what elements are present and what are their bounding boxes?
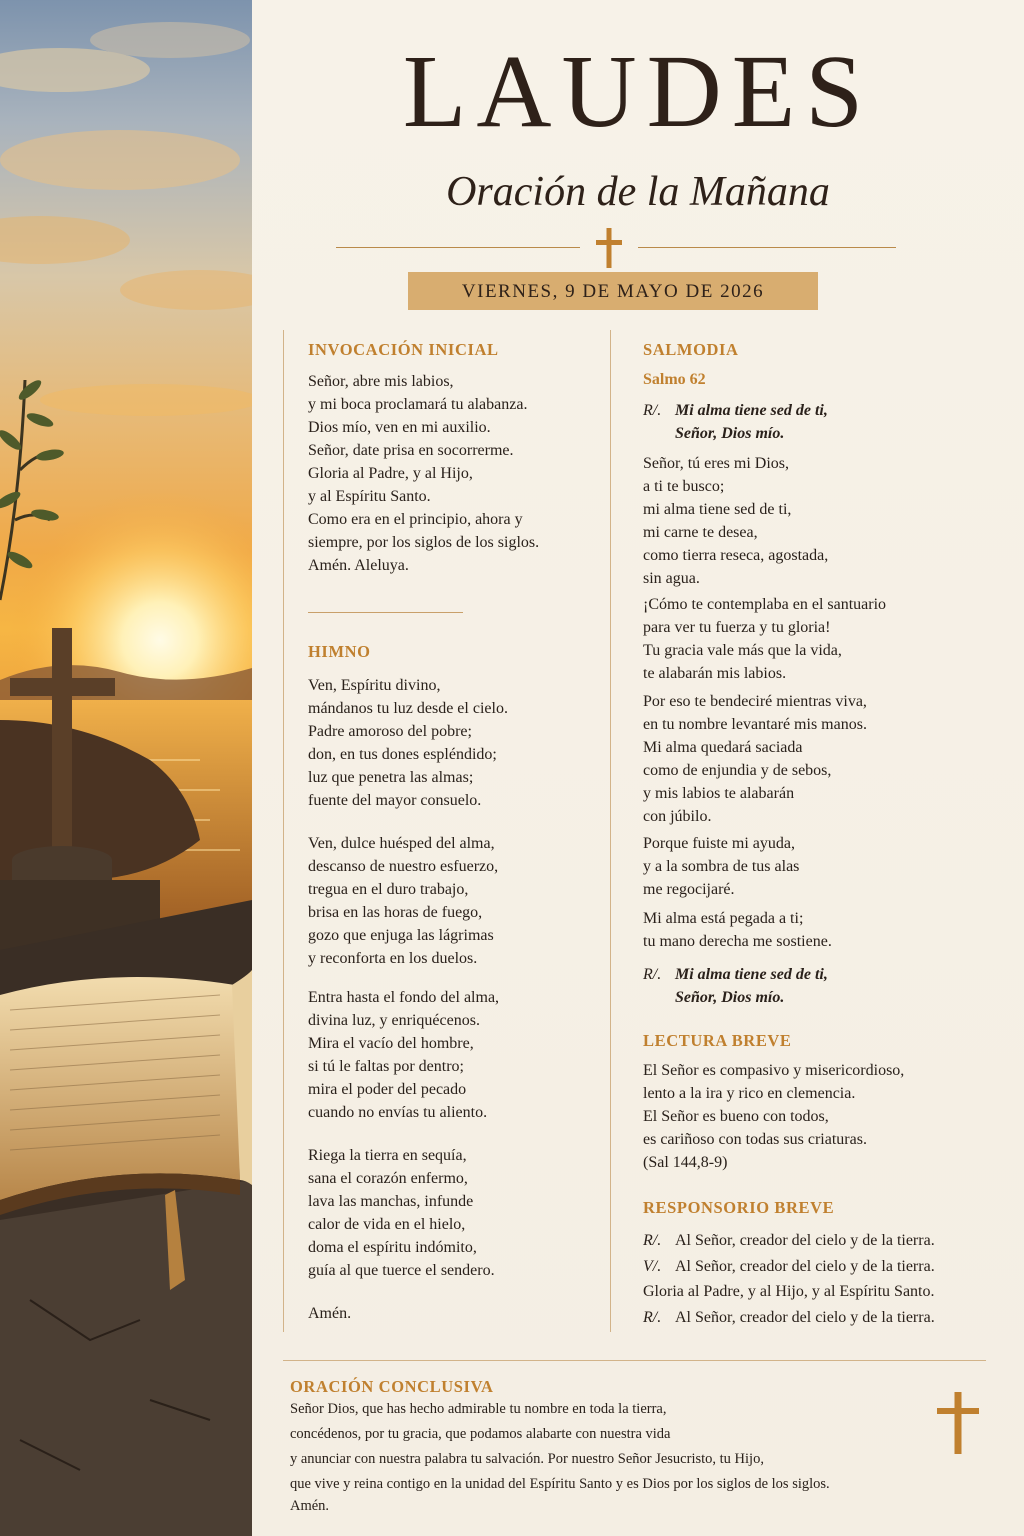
verse-line: y mi boca proclamará tu alabanza. — [308, 396, 528, 413]
verse-line: Tu gracia vale más que la vida, — [643, 642, 842, 659]
salmo-stanza-4 — [643, 832, 799, 901]
verse-line: tregua en el duro trabajo, — [308, 881, 469, 898]
invocacion-text — [308, 370, 539, 577]
salmo-stanza-2 — [643, 593, 886, 685]
verse-line: Ven, Espíritu divino, — [308, 677, 441, 694]
cross-icon — [935, 1392, 981, 1454]
verse-line: fuente del mayor consuelo. — [308, 792, 482, 809]
verse-line: Amén. Aleluya. — [308, 557, 409, 574]
verse-line: Padre amoroso del pobre; — [308, 723, 472, 740]
verse-line: es cariñoso con todas sus criaturas. — [643, 1131, 867, 1148]
lectura-text — [643, 1059, 904, 1174]
verse-line: y reconforta en los duelos. — [308, 950, 478, 967]
antiphon-opening — [643, 399, 828, 445]
header-rule-left — [336, 247, 580, 248]
conclusiva-text — [290, 1398, 830, 1517]
verse-line: y a la sombra de tus alas — [643, 858, 800, 875]
verse-line: Señor, tú eres mi Dios, — [643, 455, 790, 472]
scene-illustration — [0, 0, 252, 1536]
verse-line: Riega la tierra en sequía, — [308, 1147, 467, 1164]
short-divider — [308, 612, 463, 613]
salmo-stanza-5 — [643, 907, 832, 953]
verse-line: brisa en las horas de fuego, — [308, 904, 483, 921]
verse-line: mira el poder del pecado — [308, 1081, 467, 1098]
header-rule-right — [638, 247, 896, 248]
verse-line: lava las manchas, infunde — [308, 1193, 474, 1210]
verse-line: te alabarán mis labios. — [643, 665, 787, 682]
verse-line: como tierra reseca, agostada, — [643, 547, 829, 564]
salmo-stanza-3 — [643, 690, 867, 828]
responsorio-text — [643, 1228, 935, 1330]
verse-line: Mi alma quedará saciada — [643, 739, 803, 756]
verse-line: Entra hasta el fondo del alma, — [308, 989, 500, 1006]
verse-line: lento a la ira y rico en clemencia. — [643, 1085, 856, 1102]
verse-line: si tú le faltas por dentro; — [308, 1058, 464, 1075]
verse-line: cuando no envías tu aliento. — [308, 1104, 488, 1121]
verse-line: Como era en el principio, ahora y — [308, 511, 523, 528]
verse-line: Gloria al Padre, y al Hijo, — [308, 465, 473, 482]
verse-line: Mi alma está pegada a ti; — [643, 910, 804, 927]
himno-heading: HIMNO — [308, 642, 371, 661]
verse-line: gozo que enjuga las lágrimas — [308, 927, 494, 944]
verse-line: y mis labios te alabarán — [643, 785, 795, 802]
verse-line: Dios mío, ven en mi auxilio. — [308, 419, 491, 436]
himno-stanza-4 — [308, 1144, 495, 1282]
antiphon-closing — [643, 963, 828, 1009]
cross-icon — [594, 228, 624, 268]
verse-line: para ver tu fuerza y tu gloria! — [643, 619, 831, 636]
verse-line: divina luz, y enriquécenos. — [308, 1012, 480, 1029]
prayer-line: concédenos, por tu gracia, que podamos alabarte con nuestra vida — [290, 1426, 671, 1442]
prayer-line: Amén. — [290, 1498, 330, 1514]
verse-line: Señor, abre mis labios, — [308, 373, 454, 390]
response-mark: R/. — [643, 966, 662, 983]
verse-line: en tu nombre levantaré mis manos. — [643, 716, 867, 733]
left-column-border — [283, 330, 284, 1332]
verse-line: mándanos tu luz desde el cielo. — [308, 700, 508, 717]
verse-line: como de enjundia y de sebos, — [643, 762, 832, 779]
prayer-line: y anunciar con nuestra palabra tu salvación. Por nuestro Señor Jesucristo, tu Hijo, — [290, 1451, 764, 1467]
verse-line: Amén. — [308, 1305, 352, 1322]
verse-line: descanso de nuestro esfuerzo, — [308, 858, 499, 875]
response-line: Al Señor, creador del cielo y de la tierra. — [675, 1232, 935, 1249]
verse-line: mi carne te desea, — [643, 524, 758, 541]
invocacion-heading: INVOCACIÓN INICIAL — [308, 340, 499, 359]
verse-line: sana el corazón enfermo, — [308, 1170, 468, 1187]
verse-line: siempre, por los siglos de los siglos. — [308, 534, 540, 551]
lectura-heading: LECTURA BREVE — [643, 1031, 792, 1050]
verse-line: con júbilo. — [643, 808, 712, 825]
verse-line: Mira el vacío del hombre, — [308, 1035, 474, 1052]
versicle-line: Al Señor, creador del cielo y de la tierra. — [675, 1257, 935, 1275]
responsorio-heading: RESPONSORIO BREVE — [643, 1198, 835, 1217]
verse-line: y al Espíritu Santo. — [308, 488, 431, 505]
antiphon-line: Señor, Dios mío. — [675, 989, 785, 1006]
himno-stanza-1 — [308, 674, 508, 812]
verse-line: guía al que tuerce el sendero. — [308, 1262, 495, 1279]
prayer-line: que vive y reina contigo en la unidad del Espíritu Santo y es Dios por los siglos de los siglos. — [290, 1476, 830, 1492]
verse-line: me regocijaré. — [643, 881, 735, 898]
verse-line: Señor, date prisa en socorrerme. — [308, 442, 514, 459]
verse-line: luz que penetra las almas; — [308, 769, 474, 786]
verse-line: Porque fuiste mi ayuda, — [643, 835, 795, 852]
prayer-line: Señor Dios, que has hecho admirable tu nombre en toda la tierra, — [290, 1401, 667, 1417]
response-mark: R/. — [643, 402, 662, 419]
verse-line: calor de vida en el hielo, — [308, 1216, 466, 1233]
sunrise-scene-image — [0, 0, 252, 1536]
section-divider — [283, 1360, 986, 1361]
verse-line: mi alma tiene sed de ti, — [643, 501, 792, 518]
himno-stanza-2 — [308, 832, 498, 970]
salmodia-heading: SALMODIA — [643, 340, 739, 359]
versicle-mark: V/. — [643, 1257, 662, 1275]
himno-amen — [308, 1302, 351, 1325]
verse-line: sin agua. — [643, 570, 700, 587]
verse-line: a ti te busco; — [643, 478, 725, 495]
antiphon-line: Mi alma tiene sed de ti, — [675, 402, 828, 419]
verse-line: doma el espíritu indómito, — [308, 1239, 477, 1256]
verse-line: El Señor es compasivo y misericordioso, — [643, 1062, 905, 1079]
verse-line: El Señor es bueno con todos, — [643, 1108, 829, 1125]
himno-stanza-3 — [308, 986, 499, 1124]
scripture-reference: (Sal 144,8-9) — [643, 1154, 728, 1171]
verse-line: don, en tus dones espléndido; — [308, 746, 497, 763]
gloria-line: Gloria al Padre, y al Hijo, y al Espíritu Santo. — [643, 1283, 935, 1300]
page-title: LAUDES — [402, 34, 874, 149]
conclusiva-heading: ORACIÓN CONCLUSIVA — [290, 1377, 494, 1396]
date-banner: VIERNES, 9 DE MAYO DE 2026 — [408, 272, 818, 310]
psalm-title: Salmo 62 — [643, 371, 706, 388]
response-line: Al Señor, creador del cielo y de la tierra. — [675, 1308, 935, 1326]
antiphon-line: Señor, Dios mío. — [675, 425, 785, 442]
response-mark: R/. — [643, 1232, 662, 1249]
page-subtitle: Oración de la Mañana — [446, 169, 830, 215]
antiphon-line: Mi alma tiene sed de ti, — [675, 966, 828, 983]
verse-line: tu mano derecha me sostiene. — [643, 933, 832, 950]
verse-line: Ven, dulce huésped del alma, — [308, 835, 495, 852]
verse-line: Por eso te bendeciré mientras viva, — [643, 693, 867, 710]
verse-line: ¡Cómo te contemplaba en el santuario — [643, 596, 887, 613]
column-divider — [610, 330, 611, 1332]
response-mark: R/. — [643, 1308, 662, 1326]
salmo-stanza-1 — [643, 452, 828, 590]
